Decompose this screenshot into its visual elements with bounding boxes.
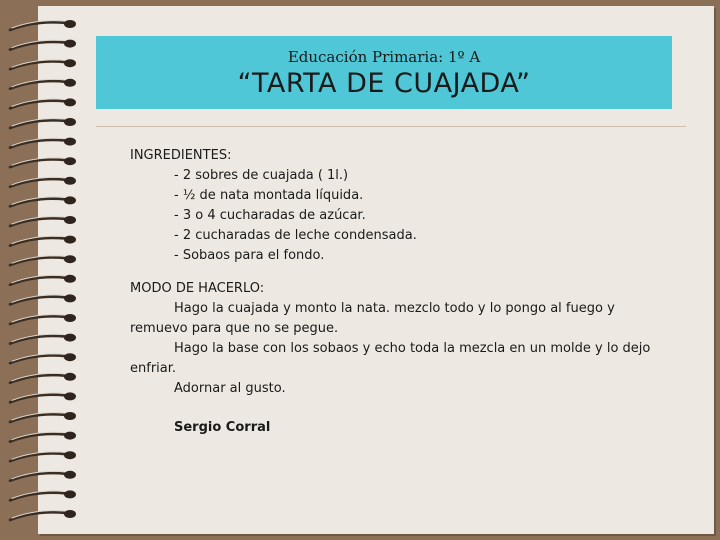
spiral-ring — [10, 98, 76, 108]
spiral-ring — [10, 255, 76, 265]
spiral-ring — [10, 236, 76, 246]
author-signature: Sergio Corral — [174, 420, 271, 435]
spiral-ring — [10, 373, 76, 383]
spiral-ring — [10, 490, 76, 500]
spiral-ring — [10, 177, 76, 187]
ingredient-item: - 2 cucharadas de leche condensada. — [174, 228, 417, 243]
method-paragraph: Hago la base con los sobaos y echo toda la mezcla en un molde y lo dejo enfriar. — [130, 341, 651, 376]
spiral-ring — [10, 432, 76, 442]
spiral-ring — [10, 510, 76, 520]
spiral-ring — [10, 196, 76, 206]
spiral-ring — [10, 451, 76, 461]
spiral-ring — [10, 412, 76, 422]
title-banner — [96, 36, 672, 109]
spiral-ring — [10, 275, 76, 285]
spiral-ring — [10, 20, 76, 30]
method-paragraph: Adornar al gusto. — [174, 381, 286, 396]
ingredient-item: - 3 o 4 cucharadas de azúcar. — [174, 208, 366, 223]
ingredient-item: - Sobaos para el fondo. — [174, 248, 325, 263]
spiral-ring — [10, 157, 76, 167]
spiral-ring — [10, 392, 76, 402]
spiral-ring — [10, 59, 76, 69]
spiral-ring — [10, 79, 76, 89]
spiral-ring — [10, 216, 76, 226]
recipe-body — [130, 146, 675, 438]
ingredients-heading: INGREDIENTES: — [130, 148, 232, 163]
method-heading: MODO DE HACERLO: — [130, 281, 265, 296]
class-subtitle: Educación Primaria: 1º A — [287, 48, 481, 66]
spiral-ring — [10, 334, 76, 344]
spiral-ring — [10, 471, 76, 481]
spiral-binding-icon — [6, 10, 78, 530]
spiral-ring — [10, 138, 76, 148]
method-paragraph: Hago la cuajada y monto la nata. mezclo todo y lo pongo al fuego y remuevo para que no se pegue. — [130, 301, 615, 336]
spiral-ring — [10, 118, 76, 128]
spiral-ring — [10, 294, 76, 304]
spiral-ring — [10, 314, 76, 324]
ingredient-item: - 2 sobres de cuajada ( 1l.) — [174, 168, 349, 183]
recipe-title: “TARTA DE CUAJADA” — [237, 68, 531, 99]
spiral-ring — [10, 40, 76, 50]
divider-line — [96, 126, 686, 127]
spiral-ring — [10, 353, 76, 363]
ingredient-item: - ½ de nata montada líquida. — [174, 188, 364, 203]
